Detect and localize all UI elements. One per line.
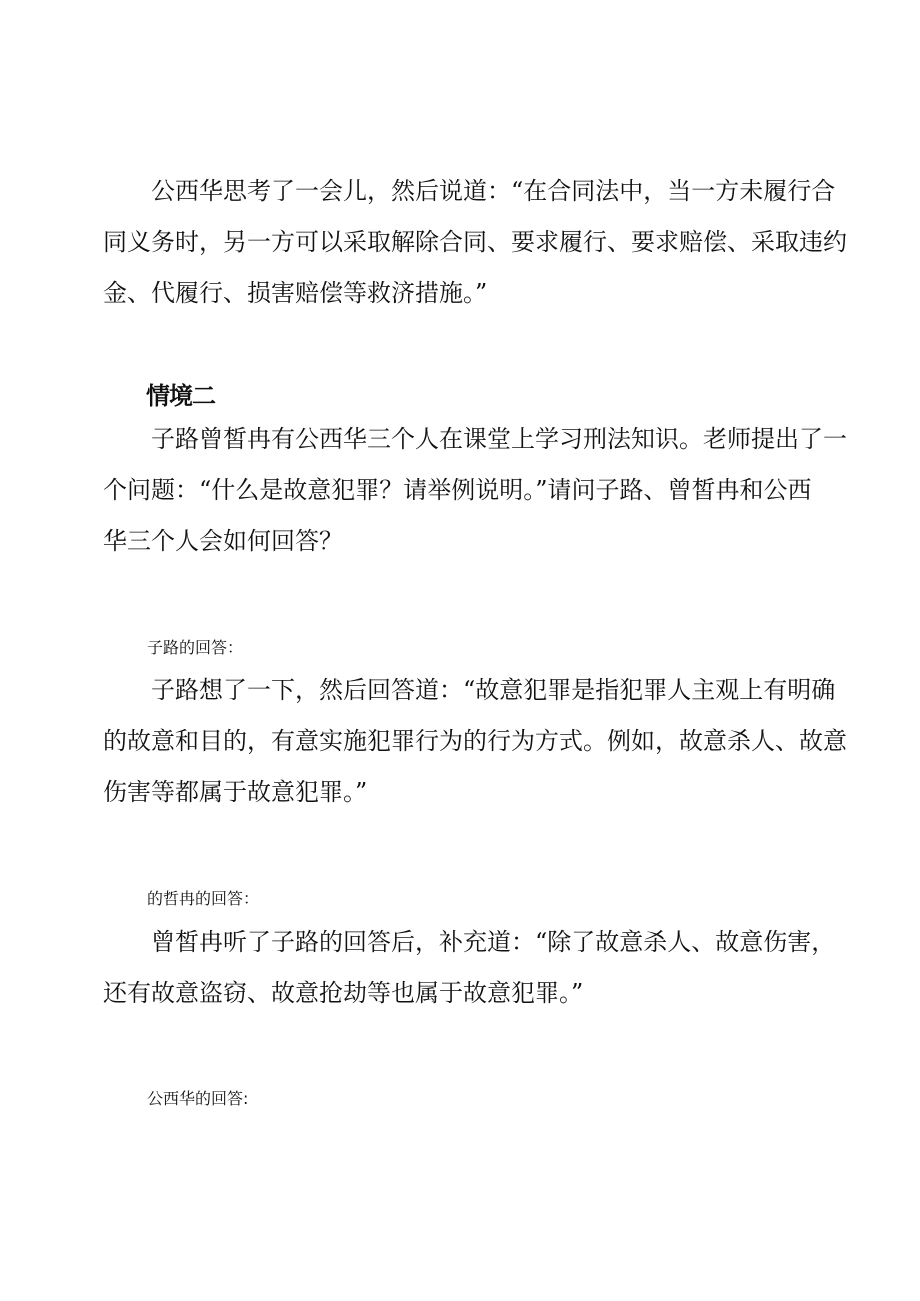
paragraph-line: 个问题：“什么是故意犯罪？请举例说明。”请问子路、曾皙冉和公西 <box>103 476 812 504</box>
paragraph-line: 伤害等都属于故意犯罪。” <box>103 778 368 806</box>
paragraph-line: 子路想了一下，然后回答道：“故意犯罪是指犯罪人主观上有明确 <box>151 676 836 704</box>
paragraph-line: 曾皙冉听了子路的回答后，补充道：“除了故意杀人、故意伤害， <box>151 928 836 956</box>
paragraph-gongxihua-contract-law <box>103 166 847 319</box>
answer-label-zilu: 子路的回答： <box>147 638 244 657</box>
answer-label-zengxi: 的哲冉的回答： <box>147 889 260 908</box>
paragraph-line: 的故意和目的，有意实施犯罪行为的行为方式。例如，故意杀人、故意 <box>103 727 847 755</box>
paragraph-line: 华三个人会如何回答？ <box>103 527 343 555</box>
paragraph-line: 还有故意盗窃、故意抢劫等也属于故意犯罪。” <box>103 979 584 1007</box>
paragraph-line: 公西华思考了一会儿，然后说道：“在合同法中，当一方未履行合 <box>151 177 836 205</box>
paragraph-line: 金、代履行、损害赔偿等救济措施。” <box>103 279 488 307</box>
paragraph-line: 同义务时，另一方可以采取解除合同、要求履行、要求赔偿、采取违约 <box>103 228 847 256</box>
section-heading: 情境二 <box>146 382 215 410</box>
paragraph-zengxi-answer <box>103 917 836 1019</box>
paragraph-scenario-two-question <box>103 414 847 567</box>
answer-label-gongxihua: 公西华的回答: <box>147 1089 249 1108</box>
paragraph-line: 子路曾皙冉有公西华三个人在课堂上学习刑法知识。老师提出了一 <box>151 425 847 453</box>
paragraph-zilu-answer <box>103 665 847 818</box>
